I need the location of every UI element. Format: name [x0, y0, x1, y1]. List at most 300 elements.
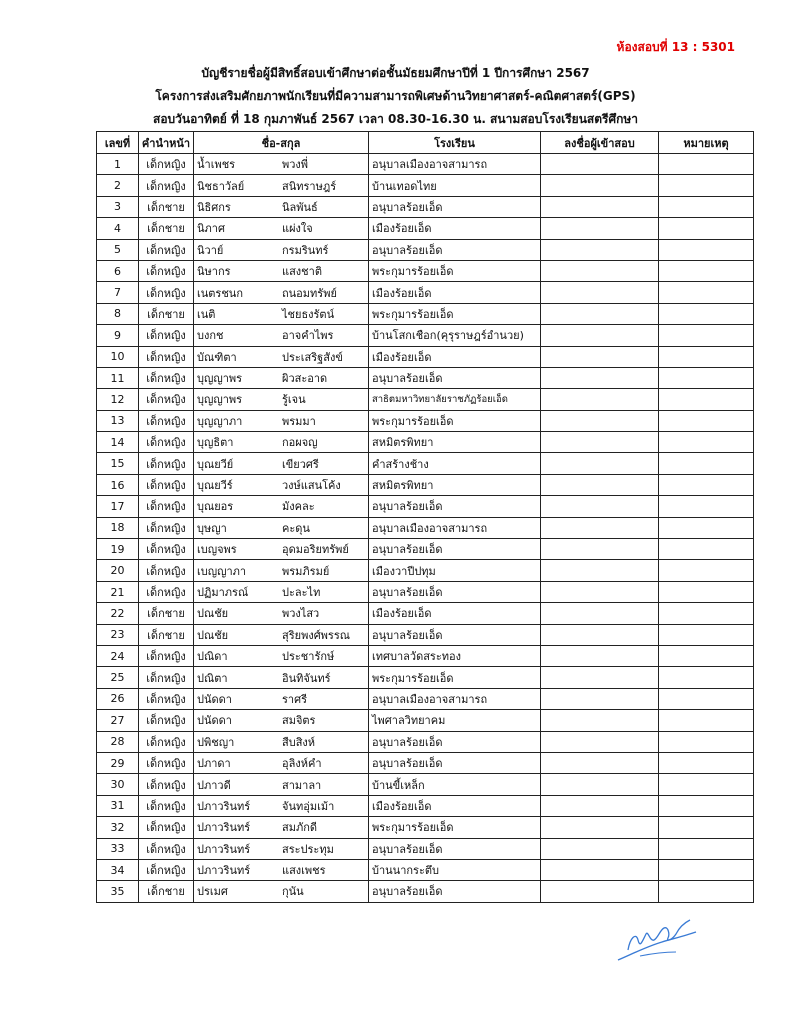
signature-mark: [610, 912, 700, 972]
row-number: 34: [97, 859, 139, 880]
row-name-cell: [194, 581, 369, 602]
row-name-cell: [194, 688, 369, 709]
row-first-name: ปณิตา: [197, 671, 228, 685]
row-last-name: พวงพี่: [282, 158, 309, 172]
row-prefix: เด็กหญิง: [139, 539, 194, 560]
row-school: ไพศาลวิทยาคม: [369, 710, 541, 731]
row-school: พระกุมารร้อยเอ็ด: [369, 410, 541, 431]
row-last-name: อุดมอริยทรัพย์: [282, 543, 349, 557]
row-name-cell: [194, 838, 369, 859]
row-first-name: เบญจพร: [197, 543, 237, 557]
row-school: อนุบาลเมืองอาจสามารถ: [369, 688, 541, 709]
row-last-name: รู้เจน: [282, 393, 306, 407]
table-row: [97, 154, 754, 175]
row-last-name: สุริยพงศ์พรรณ: [282, 628, 350, 642]
row-number: 13: [97, 410, 139, 431]
row-signature-cell[interactable]: [541, 175, 659, 196]
row-school: คำสร้างช้าง: [369, 453, 541, 474]
row-number: 20: [97, 560, 139, 581]
row-name-cell: [194, 859, 369, 880]
row-name-cell: [194, 218, 369, 239]
table-row: [97, 410, 754, 431]
row-first-name: บุษญา: [197, 521, 227, 535]
row-prefix: เด็กหญิง: [139, 239, 194, 260]
table-row: [97, 795, 754, 816]
row-remark-cell[interactable]: [659, 817, 754, 838]
row-school: พระกุมารร้อยเอ็ด: [369, 817, 541, 838]
table-row: [97, 838, 754, 859]
row-number: 5: [97, 239, 139, 260]
row-number: 24: [97, 645, 139, 666]
row-remark-cell[interactable]: [659, 710, 754, 731]
row-school: เมืองร้อยเอ็ด: [369, 795, 541, 816]
row-school: อนุบาลร้อยเอ็ด: [369, 731, 541, 752]
header-name: ชื่อ-สกุล: [194, 132, 369, 154]
row-school: สหมิตรพิทยา: [369, 432, 541, 453]
row-signature-cell[interactable]: [541, 154, 659, 175]
row-prefix: เด็กหญิง: [139, 774, 194, 795]
row-signature-cell[interactable]: [541, 688, 659, 709]
row-last-name: สามาลา: [282, 778, 322, 792]
row-last-name: กอผจญ: [282, 436, 318, 450]
table-row: [97, 325, 754, 346]
row-number: 2: [97, 175, 139, 196]
row-remark-cell[interactable]: [659, 496, 754, 517]
table-row: [97, 196, 754, 217]
row-prefix: เด็กหญิง: [139, 389, 194, 410]
row-number: 35: [97, 881, 139, 902]
row-prefix: เด็กหญิง: [139, 410, 194, 431]
row-remark-cell[interactable]: [659, 260, 754, 281]
row-number: 15: [97, 453, 139, 474]
row-name-cell: [194, 474, 369, 495]
row-school: สหมิตรพิทยา: [369, 474, 541, 495]
row-prefix: เด็กหญิง: [139, 154, 194, 175]
row-school: อนุบาลร้อยเอ็ด: [369, 752, 541, 773]
row-first-name: ปภาดา: [197, 757, 231, 771]
row-signature-cell[interactable]: [541, 410, 659, 431]
row-first-name: ปณชัย: [197, 628, 229, 642]
row-name-cell: [194, 752, 369, 773]
row-name-cell: [194, 260, 369, 281]
row-prefix: เด็กชาย: [139, 218, 194, 239]
row-name-cell: [194, 196, 369, 217]
row-first-name: ปนัดดา: [197, 714, 232, 728]
row-last-name: ราศรี: [282, 692, 307, 706]
row-signature-cell[interactable]: [541, 474, 659, 495]
row-remark-cell[interactable]: [659, 239, 754, 260]
row-name-cell: [194, 667, 369, 688]
row-remark-cell[interactable]: [659, 795, 754, 816]
row-prefix: เด็กหญิง: [139, 453, 194, 474]
table-row: [97, 282, 754, 303]
row-name-cell: [194, 346, 369, 367]
row-prefix: เด็กหญิง: [139, 859, 194, 880]
row-number: 28: [97, 731, 139, 752]
row-number: 29: [97, 752, 139, 773]
row-prefix: เด็กชาย: [139, 881, 194, 902]
row-first-name: ปภาวดี: [197, 778, 231, 792]
row-school: พระกุมารร้อยเอ็ด: [369, 667, 541, 688]
table-row: [97, 539, 754, 560]
row-remark-cell[interactable]: [659, 410, 754, 431]
row-last-name: อินทิจันทร์: [282, 671, 331, 685]
table-body: [97, 154, 754, 903]
row-remark-cell[interactable]: [659, 859, 754, 880]
row-last-name: กุนัน: [282, 885, 304, 899]
candidate-table: [96, 131, 754, 903]
row-first-name: นิธิศกร: [197, 200, 231, 214]
row-remark-cell[interactable]: [659, 218, 754, 239]
row-number: 30: [97, 774, 139, 795]
row-last-name: ไชยธงรัตน์: [282, 307, 335, 321]
row-remark-cell[interactable]: [659, 731, 754, 752]
row-school: อนุบาลร้อยเอ็ด: [369, 196, 541, 217]
row-number: 17: [97, 496, 139, 517]
row-name-cell: [194, 560, 369, 581]
row-first-name: ปภาวรินทร์: [197, 799, 251, 813]
row-remark-cell[interactable]: [659, 282, 754, 303]
row-prefix: เด็กหญิง: [139, 752, 194, 773]
row-first-name: บุณยวีย์: [197, 457, 234, 471]
row-number: 22: [97, 603, 139, 624]
table-row: [97, 260, 754, 281]
row-signature-cell[interactable]: [541, 731, 659, 752]
row-remark-cell[interactable]: [659, 688, 754, 709]
row-prefix: เด็กหญิง: [139, 260, 194, 281]
table-row: [97, 667, 754, 688]
row-prefix: เด็กหญิง: [139, 325, 194, 346]
row-signature-cell[interactable]: [541, 710, 659, 731]
row-signature-cell[interactable]: [541, 239, 659, 260]
row-signature-cell[interactable]: [541, 603, 659, 624]
row-signature-cell[interactable]: [541, 389, 659, 410]
row-last-name: จันทอุ่มเม้า: [282, 799, 335, 813]
row-signature-cell[interactable]: [541, 325, 659, 346]
row-number: 9: [97, 325, 139, 346]
row-last-name: พวงไสว: [282, 607, 320, 621]
row-name-cell: [194, 881, 369, 902]
row-name-cell: [194, 624, 369, 645]
row-prefix: เด็กหญิง: [139, 175, 194, 196]
table-row: [97, 367, 754, 388]
row-remark-cell[interactable]: [659, 196, 754, 217]
row-school: อนุบาลร้อยเอ็ด: [369, 239, 541, 260]
row-first-name: นิภาศ: [197, 222, 225, 236]
row-signature-cell[interactable]: [541, 432, 659, 453]
row-last-name: สมจิตร: [282, 714, 316, 728]
row-school: เทศบาลวัดสระทอง: [369, 645, 541, 666]
row-number: 21: [97, 581, 139, 602]
row-prefix: เด็กหญิง: [139, 688, 194, 709]
row-prefix: เด็กหญิง: [139, 367, 194, 388]
row-name-cell: [194, 496, 369, 517]
row-last-name: สมภักดี: [282, 821, 318, 835]
row-number: 16: [97, 474, 139, 495]
row-remark-cell[interactable]: [659, 539, 754, 560]
row-signature-cell[interactable]: [541, 260, 659, 281]
row-prefix: เด็กหญิง: [139, 710, 194, 731]
table-row: [97, 517, 754, 538]
row-prefix: เด็กหญิง: [139, 581, 194, 602]
row-remark-cell[interactable]: [659, 774, 754, 795]
table-row: [97, 474, 754, 495]
row-last-name: พรมภิรมย์: [282, 564, 330, 578]
row-number: 26: [97, 688, 139, 709]
row-name-cell: [194, 645, 369, 666]
row-number: 27: [97, 710, 139, 731]
row-prefix: เด็กชาย: [139, 303, 194, 324]
row-remark-cell[interactable]: [659, 325, 754, 346]
row-first-name: นิวาย์: [197, 243, 224, 257]
row-name-cell: [194, 282, 369, 303]
row-first-name: ปภาวรินทร์: [197, 864, 251, 878]
row-signature-cell[interactable]: [541, 453, 659, 474]
table-row: [97, 432, 754, 453]
row-first-name: น้ำเพชร: [197, 158, 236, 172]
row-prefix: เด็กหญิง: [139, 517, 194, 538]
row-signature-cell[interactable]: [541, 859, 659, 880]
row-name-cell: [194, 603, 369, 624]
document-title: บัญชีรายชื่อผู้มีสิทธิ์สอบเข้าศึกษาต่อชั้นมัธยมศึกษาปีที่ 1 ปีการศึกษา 2567: [201, 66, 590, 80]
row-number: 8: [97, 303, 139, 324]
row-signature-cell[interactable]: [541, 539, 659, 560]
table-row: [97, 881, 754, 902]
row-prefix: เด็กหญิง: [139, 817, 194, 838]
header-school: โรงเรียน: [369, 132, 541, 154]
row-last-name: แสงเพชร: [282, 864, 326, 878]
row-signature-cell[interactable]: [541, 282, 659, 303]
row-number: 1: [97, 154, 139, 175]
table-header-row: [97, 132, 754, 154]
row-school: อนุบาลเมืองอาจสามารถ: [369, 154, 541, 175]
row-remark-cell[interactable]: [659, 581, 754, 602]
row-number: 3: [97, 196, 139, 217]
row-prefix: เด็กหญิง: [139, 496, 194, 517]
row-remark-cell[interactable]: [659, 367, 754, 388]
row-prefix: เด็กหญิง: [139, 474, 194, 495]
row-prefix: เด็กหญิง: [139, 346, 194, 367]
row-last-name: กรมรินทร์: [282, 243, 329, 257]
table-row: [97, 645, 754, 666]
row-last-name: พรมมา: [282, 414, 316, 428]
row-remark-cell[interactable]: [659, 560, 754, 581]
row-signature-cell[interactable]: [541, 795, 659, 816]
row-signature-cell[interactable]: [541, 218, 659, 239]
table-row: [97, 774, 754, 795]
row-number: 23: [97, 624, 139, 645]
row-name-cell: [194, 517, 369, 538]
table-row: [97, 817, 754, 838]
row-first-name: บุญธิตา: [197, 436, 234, 450]
row-last-name: แสงชาติ: [282, 265, 322, 279]
row-name-cell: [194, 774, 369, 795]
row-first-name: ปนัดดา: [197, 692, 232, 706]
row-number: 6: [97, 260, 139, 281]
row-first-name: เนติ: [197, 307, 216, 321]
row-last-name: แผ่งใจ: [282, 222, 313, 236]
row-school: อนุบาลร้อยเอ็ด: [369, 838, 541, 859]
row-number: 12: [97, 389, 139, 410]
row-signature-cell[interactable]: [541, 817, 659, 838]
row-first-name: ปพิชญา: [197, 735, 235, 749]
row-name-cell: [194, 731, 369, 752]
row-prefix: เด็กหญิง: [139, 667, 194, 688]
row-school: เมืองร้อยเอ็ด: [369, 218, 541, 239]
row-name-cell: [194, 432, 369, 453]
row-school: อนุบาลร้อยเอ็ด: [369, 624, 541, 645]
row-school: เมืองร้อยเอ็ด: [369, 346, 541, 367]
header-number: เลขที่: [97, 132, 139, 154]
row-remark-cell[interactable]: [659, 389, 754, 410]
row-number: 25: [97, 667, 139, 688]
row-remark-cell[interactable]: [659, 154, 754, 175]
row-name-cell: [194, 154, 369, 175]
row-school: พระกุมารร้อยเอ็ด: [369, 260, 541, 281]
row-name-cell: [194, 795, 369, 816]
row-remark-cell[interactable]: [659, 432, 754, 453]
row-school: บ้านขี้เหล็ก: [369, 774, 541, 795]
row-last-name: ประเสริฐสังข์: [282, 350, 343, 364]
row-name-cell: [194, 710, 369, 731]
row-name-cell: [194, 303, 369, 324]
exam-date-venue: สอบวันอาทิตย์ ที่ 18 กุมภาพันธ์ 2567 เวลา 08.30-16.30 น. สนามสอบโรงเรียนสตรีศึกษา: [153, 112, 638, 126]
row-signature-cell[interactable]: [541, 196, 659, 217]
row-first-name: เบญญาภา: [197, 564, 247, 578]
row-school: เมืองวาปีปทุม: [369, 560, 541, 581]
row-name-cell: [194, 389, 369, 410]
row-number: 4: [97, 218, 139, 239]
row-school: สาธิตมหาวิทยาลัยราชภัฏร้อยเอ็ด: [369, 389, 541, 410]
header-prefix: คำนำหน้า: [139, 132, 194, 154]
row-last-name: สืบสิงห์: [282, 735, 316, 749]
row-name-cell: [194, 367, 369, 388]
row-signature-cell[interactable]: [541, 496, 659, 517]
row-school: เมืองร้อยเอ็ด: [369, 282, 541, 303]
row-first-name: บัณฑิตา: [197, 350, 237, 364]
row-remark-cell[interactable]: [659, 603, 754, 624]
row-remark-cell[interactable]: [659, 752, 754, 773]
row-number: 32: [97, 817, 139, 838]
table-row: [97, 752, 754, 773]
row-remark-cell[interactable]: [659, 346, 754, 367]
table-row: [97, 710, 754, 731]
row-signature-cell[interactable]: [541, 346, 659, 367]
row-last-name: ปะละไท: [282, 586, 321, 599]
row-signature-cell[interactable]: [541, 752, 659, 773]
table-row: [97, 239, 754, 260]
table-row: [97, 346, 754, 367]
row-prefix: เด็กชาย: [139, 624, 194, 645]
row-remark-cell[interactable]: [659, 517, 754, 538]
row-signature-cell[interactable]: [541, 881, 659, 902]
row-school: อนุบาลเมืองอาจสามารถ: [369, 517, 541, 538]
row-number: 33: [97, 838, 139, 859]
row-remark-cell[interactable]: [659, 667, 754, 688]
row-first-name: ปภาวรินทร์: [197, 821, 251, 835]
row-remark-cell[interactable]: [659, 453, 754, 474]
row-first-name: บุณยอร: [197, 500, 234, 514]
row-last-name: ประชารักษ์: [282, 650, 335, 664]
table-row: [97, 688, 754, 709]
row-last-name: ผิวสะอาด: [282, 372, 328, 386]
row-last-name: สระประทุม: [282, 842, 334, 856]
row-remark-cell[interactable]: [659, 645, 754, 666]
row-school: บ้านเทอดไทย: [369, 175, 541, 196]
row-school: พระกุมารร้อยเอ็ด: [369, 303, 541, 324]
row-signature-cell[interactable]: [541, 367, 659, 388]
row-first-name: บุญญาพร: [197, 393, 243, 407]
row-name-cell: [194, 410, 369, 431]
row-last-name: คะดุน: [282, 521, 310, 535]
row-prefix: เด็กหญิง: [139, 838, 194, 859]
row-school: บ้านนากระตึบ: [369, 859, 541, 880]
row-remark-cell[interactable]: [659, 624, 754, 645]
row-first-name: ปรเมศ: [197, 885, 228, 899]
row-signature-cell[interactable]: [541, 838, 659, 859]
row-prefix: เด็กชาย: [139, 603, 194, 624]
row-school: อนุบาลร้อยเอ็ด: [369, 581, 541, 602]
table-row: [97, 560, 754, 581]
project-title: โครงการส่งเสริมศักยภาพนักเรียนที่มีความสามารถพิเศษด้านวิทยาศาสตร์-คณิตศาสตร์(GPS): [155, 89, 636, 103]
row-signature-cell[interactable]: [541, 560, 659, 581]
row-signature-cell[interactable]: [541, 517, 659, 538]
row-signature-cell[interactable]: [541, 303, 659, 324]
row-signature-cell[interactable]: [541, 581, 659, 602]
row-school: อนุบาลร้อยเอ็ด: [369, 496, 541, 517]
table-row: [97, 624, 754, 645]
row-signature-cell[interactable]: [541, 774, 659, 795]
row-first-name: นิษากร: [197, 265, 231, 279]
row-first-name: บุณยวีร์: [197, 479, 233, 493]
row-signature-cell[interactable]: [541, 624, 659, 645]
table-row: [97, 218, 754, 239]
table-row: [97, 303, 754, 324]
table-row: [97, 859, 754, 880]
row-school: อนุบาลร้อยเอ็ด: [369, 539, 541, 560]
row-remark-cell[interactable]: [659, 303, 754, 324]
header-signature: ลงชื่อผู้เข้าสอบ: [541, 132, 659, 154]
row-prefix: เด็กหญิง: [139, 731, 194, 752]
row-number: 7: [97, 282, 139, 303]
row-signature-cell[interactable]: [541, 667, 659, 688]
row-last-name: มังคละ: [282, 500, 315, 514]
row-prefix: เด็กหญิง: [139, 795, 194, 816]
row-prefix: เด็กหญิง: [139, 282, 194, 303]
row-remark-cell[interactable]: [659, 175, 754, 196]
row-prefix: เด็กหญิง: [139, 560, 194, 581]
row-remark-cell[interactable]: [659, 838, 754, 859]
row-name-cell: [194, 175, 369, 196]
row-school: เมืองร้อยเอ็ด: [369, 603, 541, 624]
row-school: อนุบาลร้อยเอ็ด: [369, 881, 541, 902]
row-school: อนุบาลร้อยเอ็ด: [369, 367, 541, 388]
table-row: [97, 581, 754, 602]
row-number: 10: [97, 346, 139, 367]
header-remark: หมายเหตุ: [659, 132, 754, 154]
row-first-name: ปณิดา: [197, 650, 228, 664]
row-remark-cell[interactable]: [659, 881, 754, 902]
row-first-name: บุญญาพร: [197, 372, 243, 386]
row-first-name: เนตรชนก: [197, 286, 243, 300]
row-signature-cell[interactable]: [541, 645, 659, 666]
row-last-name: อาจคำไพร: [282, 329, 334, 343]
row-first-name: ปณชัย: [197, 607, 229, 621]
row-remark-cell[interactable]: [659, 474, 754, 495]
row-number: 18: [97, 517, 139, 538]
row-prefix: เด็กหญิง: [139, 645, 194, 666]
row-first-name: บุญญาภา: [197, 414, 243, 428]
